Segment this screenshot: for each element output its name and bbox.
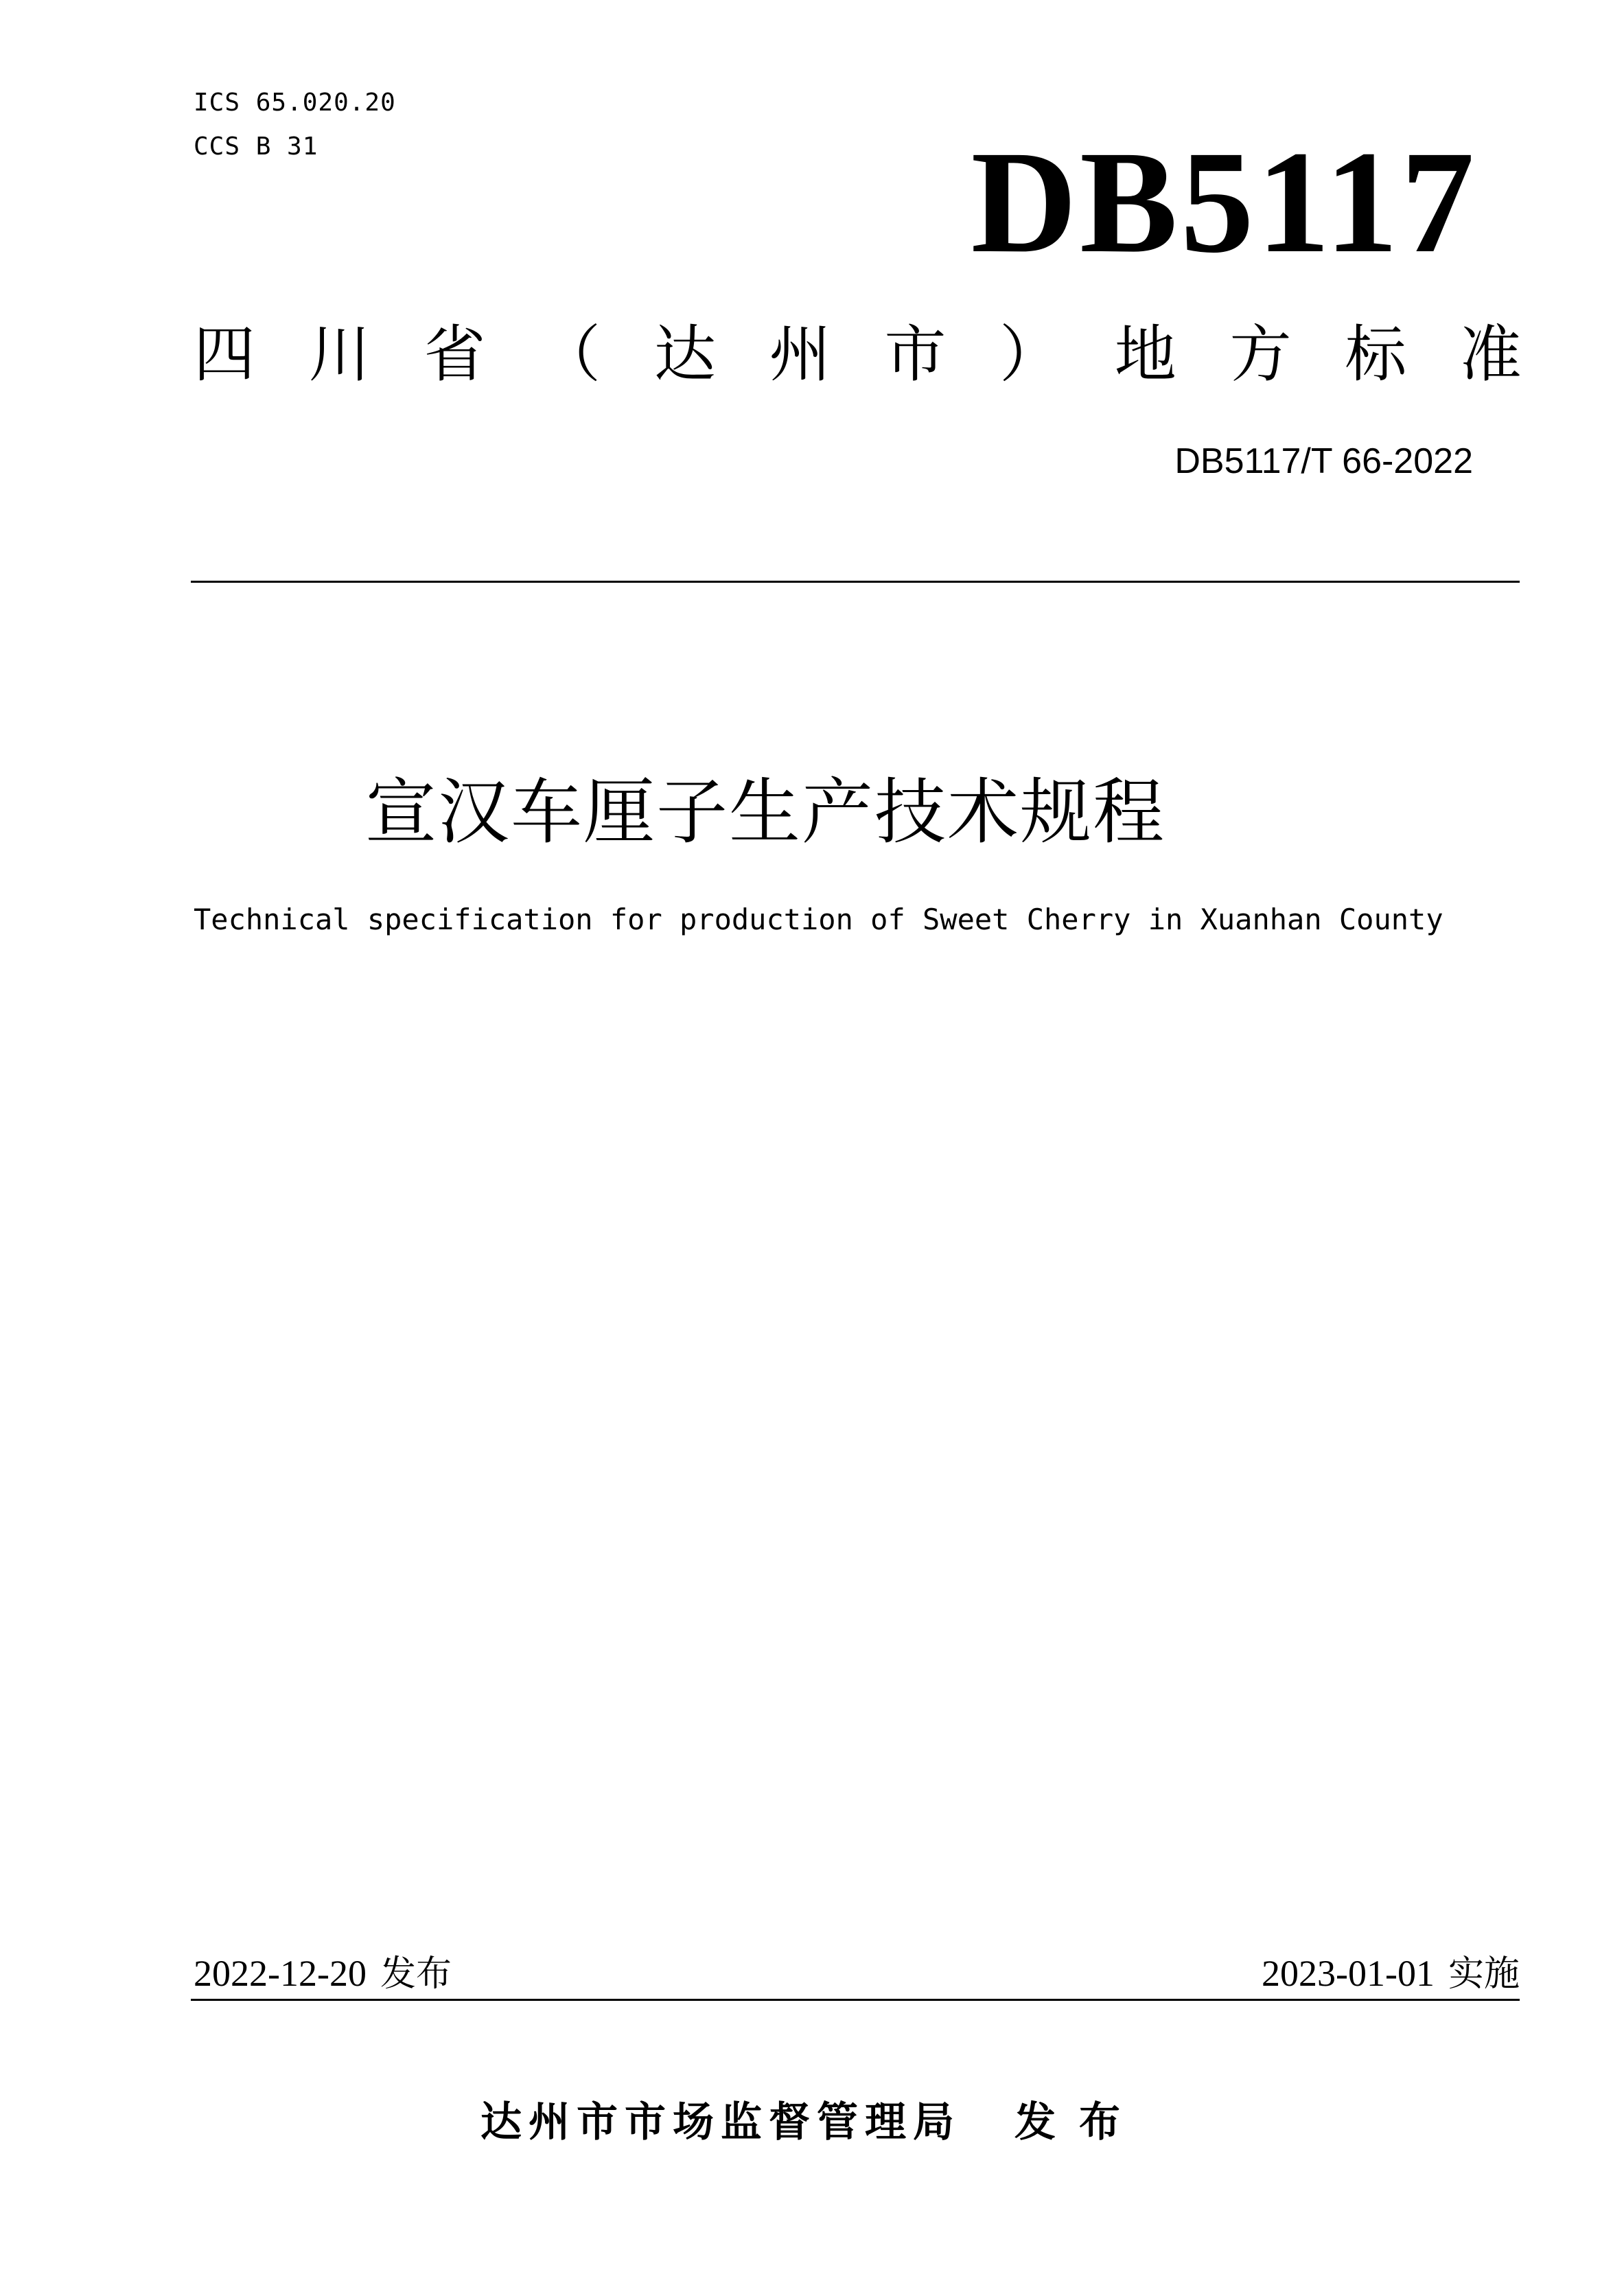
standard-number: DB5117/T 66-2022 bbox=[1174, 441, 1473, 481]
standard-type-heading bbox=[194, 317, 1522, 393]
ics-code: ICS 65.020.20 bbox=[194, 89, 396, 117]
title-chinese: 宣汉车厘子生产技术规程 bbox=[364, 770, 1165, 854]
issuer-action: 发布 bbox=[1014, 2098, 1144, 2146]
header-divider bbox=[191, 581, 1520, 583]
standard-type-char: 地 bbox=[1114, 318, 1176, 391]
standard-type-char: ） bbox=[999, 318, 1062, 391]
standard-type-char: 四 bbox=[194, 318, 255, 391]
standard-type-char: 川 bbox=[308, 318, 371, 391]
standard-type-char: 达 bbox=[653, 318, 716, 391]
publish-label: 发布 bbox=[380, 1953, 452, 1995]
implement-label: 实施 bbox=[1448, 1953, 1520, 1995]
issuer-line bbox=[480, 2095, 1144, 2150]
standard-type-char: 准 bbox=[1459, 318, 1522, 391]
publish-date: 2022-12-20 bbox=[194, 1953, 367, 1994]
standard-type-char: 州 bbox=[769, 318, 831, 391]
standard-type-char: 方 bbox=[1229, 318, 1292, 391]
implement-date: 2023-01-01 bbox=[1262, 1953, 1435, 1994]
standard-code: DB5117 bbox=[971, 121, 1477, 283]
implement-date-line bbox=[1262, 1949, 1520, 1998]
standard-type-char: 标 bbox=[1345, 318, 1407, 391]
title-english: Technical specification for production of Sweet Cherry in Xuanhan County bbox=[194, 903, 1443, 936]
classification-codes bbox=[194, 81, 396, 169]
footer-divider bbox=[191, 1999, 1520, 2001]
standard-type-char: （ bbox=[539, 318, 601, 391]
publish-date-line bbox=[194, 1949, 452, 1998]
issuer-name: 达州市市场监督管理局 bbox=[480, 2098, 961, 2146]
standard-type-char: 市 bbox=[884, 318, 947, 391]
standard-type-char: 省 bbox=[424, 318, 486, 391]
ccs-code: CCS B 31 bbox=[194, 132, 318, 161]
